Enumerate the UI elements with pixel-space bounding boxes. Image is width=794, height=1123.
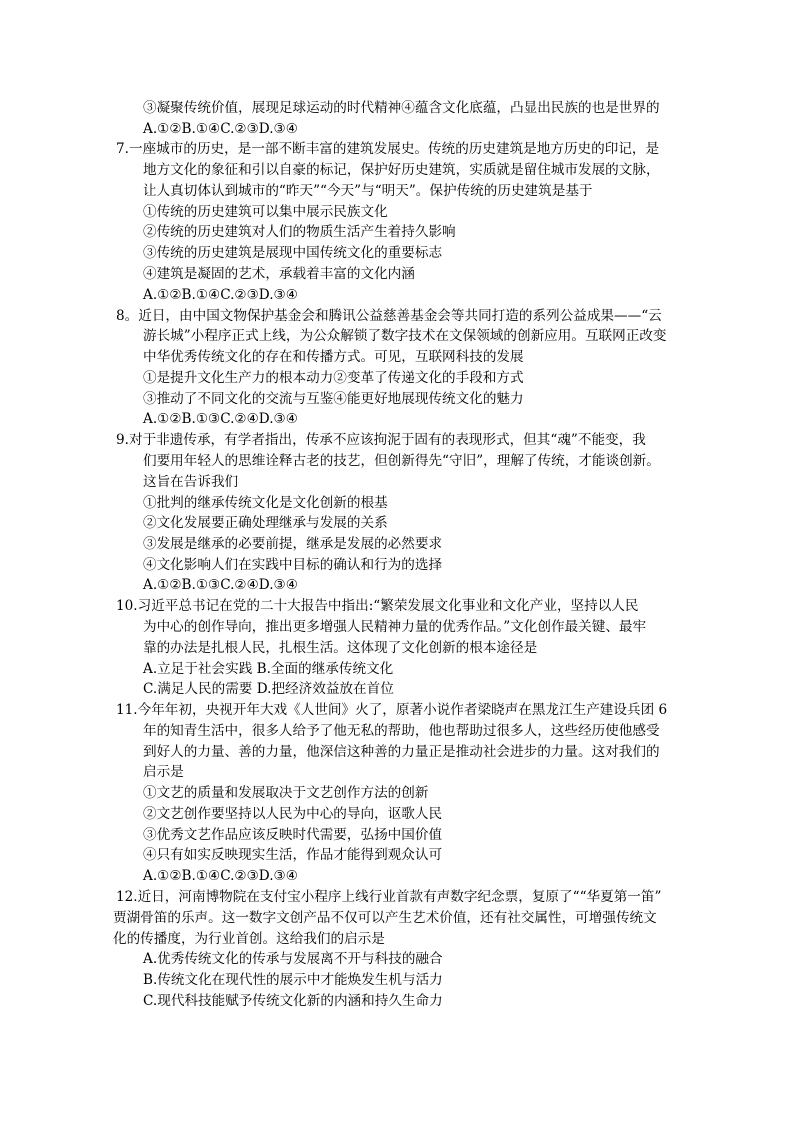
q9-stem-line: 9.对于非遗传承，有学者指出，传承不应该拘泥于固有的表现形式，但其“魂”不能变，我 [116,432,646,448]
q11-option: ②文艺创作要坚持以人民为中心的导向，讴歌人民 [143,806,443,822]
q9-option: ④文化影响人们在实践中目标的确认和行为的选择 [143,557,443,573]
q11-option: ③优秀文艺作品应该反映时代需要，弘扬中国价值 [143,827,443,843]
q9-answer-choices: A.①②B.①③C.②④D.③④ [143,577,298,593]
q10-stem-line: 10.习近平总书记在党的二十大报告中指出:“繁荣发展文化事业和文化产业，坚持以人民 [116,598,639,614]
q7-stem-line: 让人真切体认到城市的“昨天”“今天”与“明天”。保护传统的历史建筑是基于 [143,183,593,199]
q8-answer-choices: A.①②B.①③C.②④D.③④ [143,411,298,427]
q6-answer-choices: A.①②B.①④C.②③D.③④ [143,121,298,137]
q12-stem-line: 贾湖骨笛的乐声。这一数字文创产品不仅可以产生艺术价值，还有社交属性，可增强传统文 [113,910,657,926]
q9-option: ③发展是继承的必要前提，继承是发展的必然要求 [143,536,443,552]
q11-option: ①文艺的质量和发展取决于文艺创作方法的创新 [143,785,429,801]
q7-stem-line: 7.一座城市的历史，是一部不断丰富的建筑发展史。传统的历史建筑是地方历史的印记，是 [116,141,660,157]
q7-option: ④建筑是凝固的艺术，承载着丰富的文化内涵 [143,266,415,282]
q6-option-line: ③凝聚传统价值，展现足球运动的时代精神④蕴含文化底蕴，凸显出民族的也是世界的 [143,100,660,116]
q8-stem-line: 8。近日，由中国文物保护基金会和腾讯公益慈善基金会等共同打造的系列公益成果——“云 [116,308,662,324]
q7-option: ③传统的历史建筑是展现中国传统文化的重要标志 [143,245,443,261]
q9-option: ②文化发展要正确处理继承与发展的关系 [143,515,388,531]
q12-option: A.优秀传统文化的传承与发展离不开与科技的融合 [143,951,443,967]
q12-stem-line: 化的传播度，为行业首创。这给我们的启示是 [113,931,385,947]
q8-stem-line: 游长城”小程序正式上线，为公众解锁了数字技术在文保领域的创新应用。互联网正改变 [143,328,667,344]
q12-stem-line: 12.近日，河南博物院在支付宝小程序上线行业首款有声数字纪念票，复原了““华夏第一笛” [116,889,662,905]
q11-answer-choices: A.①②B.①④C.②③D.③④ [143,868,298,884]
q8-option: ③推动了不同文化的交流与互鉴④能更好地展现传统文化的魅力 [143,391,524,407]
q10-stem-line: 靠的办法是扎根人民，扎根生活。这体现了文化创新的根本途径是 [143,640,538,656]
q7-answer-choices: A.①②B.①④C.②③D.③④ [143,287,298,303]
q11-stem-line: 11.今年年初，央视开年大戏《人世间》火了，原著小说作者梁晓声在黑龙江生产建设兵团 6 [116,702,668,718]
q12-option: B.传统文化在现代性的展示中才能焕发生机与活力 [143,972,443,988]
q9-stem-line: 们要用年轻人的思维诠释古老的技艺，但创新得先“守旧”，理解了传统，才能谈创新。 [143,453,660,469]
q7-option: ①传统的历史建筑可以集中展示民族文化 [143,204,388,220]
q10-stem-line: 为中心的创作导向，推出更多增强人民精神力量的优秀作品。”文化创作最关键、最牢 [143,619,647,635]
q11-stem-line: 启示是 [143,764,184,780]
q12-option: C.现代科技能赋予传统文化新的内涵和持久生命力 [143,993,443,1009]
q9-option: ①批判的继承传统文化是文化创新的根基 [143,495,388,511]
q11-option: ④只有如实反映现实生活，作品才能得到观众认可 [143,847,443,863]
q11-stem-line: 到好人的力量、善的力量，他深信这种善的力量正是推动社会进步的力量。这对我们的 [143,744,660,760]
q10-option-line: C.满足人民的需要 D.把经济效益放在首位 [143,681,394,697]
q8-option: ①是提升文化生产力的根本动力②变革了传递文化的手段和方式 [143,370,524,386]
q7-stem-line: 地方文化的象征和引以自豪的标记，保护好历史建筑，实质就是留住城市发展的文脉， [143,162,660,178]
q10-option-line: A.立足于社会实践 B.全面的继承传统文化 [143,661,394,677]
q9-stem-line: 这旨在告诉我们 [143,474,239,490]
q11-stem-line: 年的知青生活中，很多人给予了他无私的帮助，他也帮助过很多人，这些经历使他感受 [143,723,660,739]
q7-option: ②传统的历史建筑对人们的物质生活产生着持久影响 [143,224,456,240]
q8-stem-line: 中华优秀传统文化的存在和传播方式。可见，互联网科技的发展 [143,349,524,365]
